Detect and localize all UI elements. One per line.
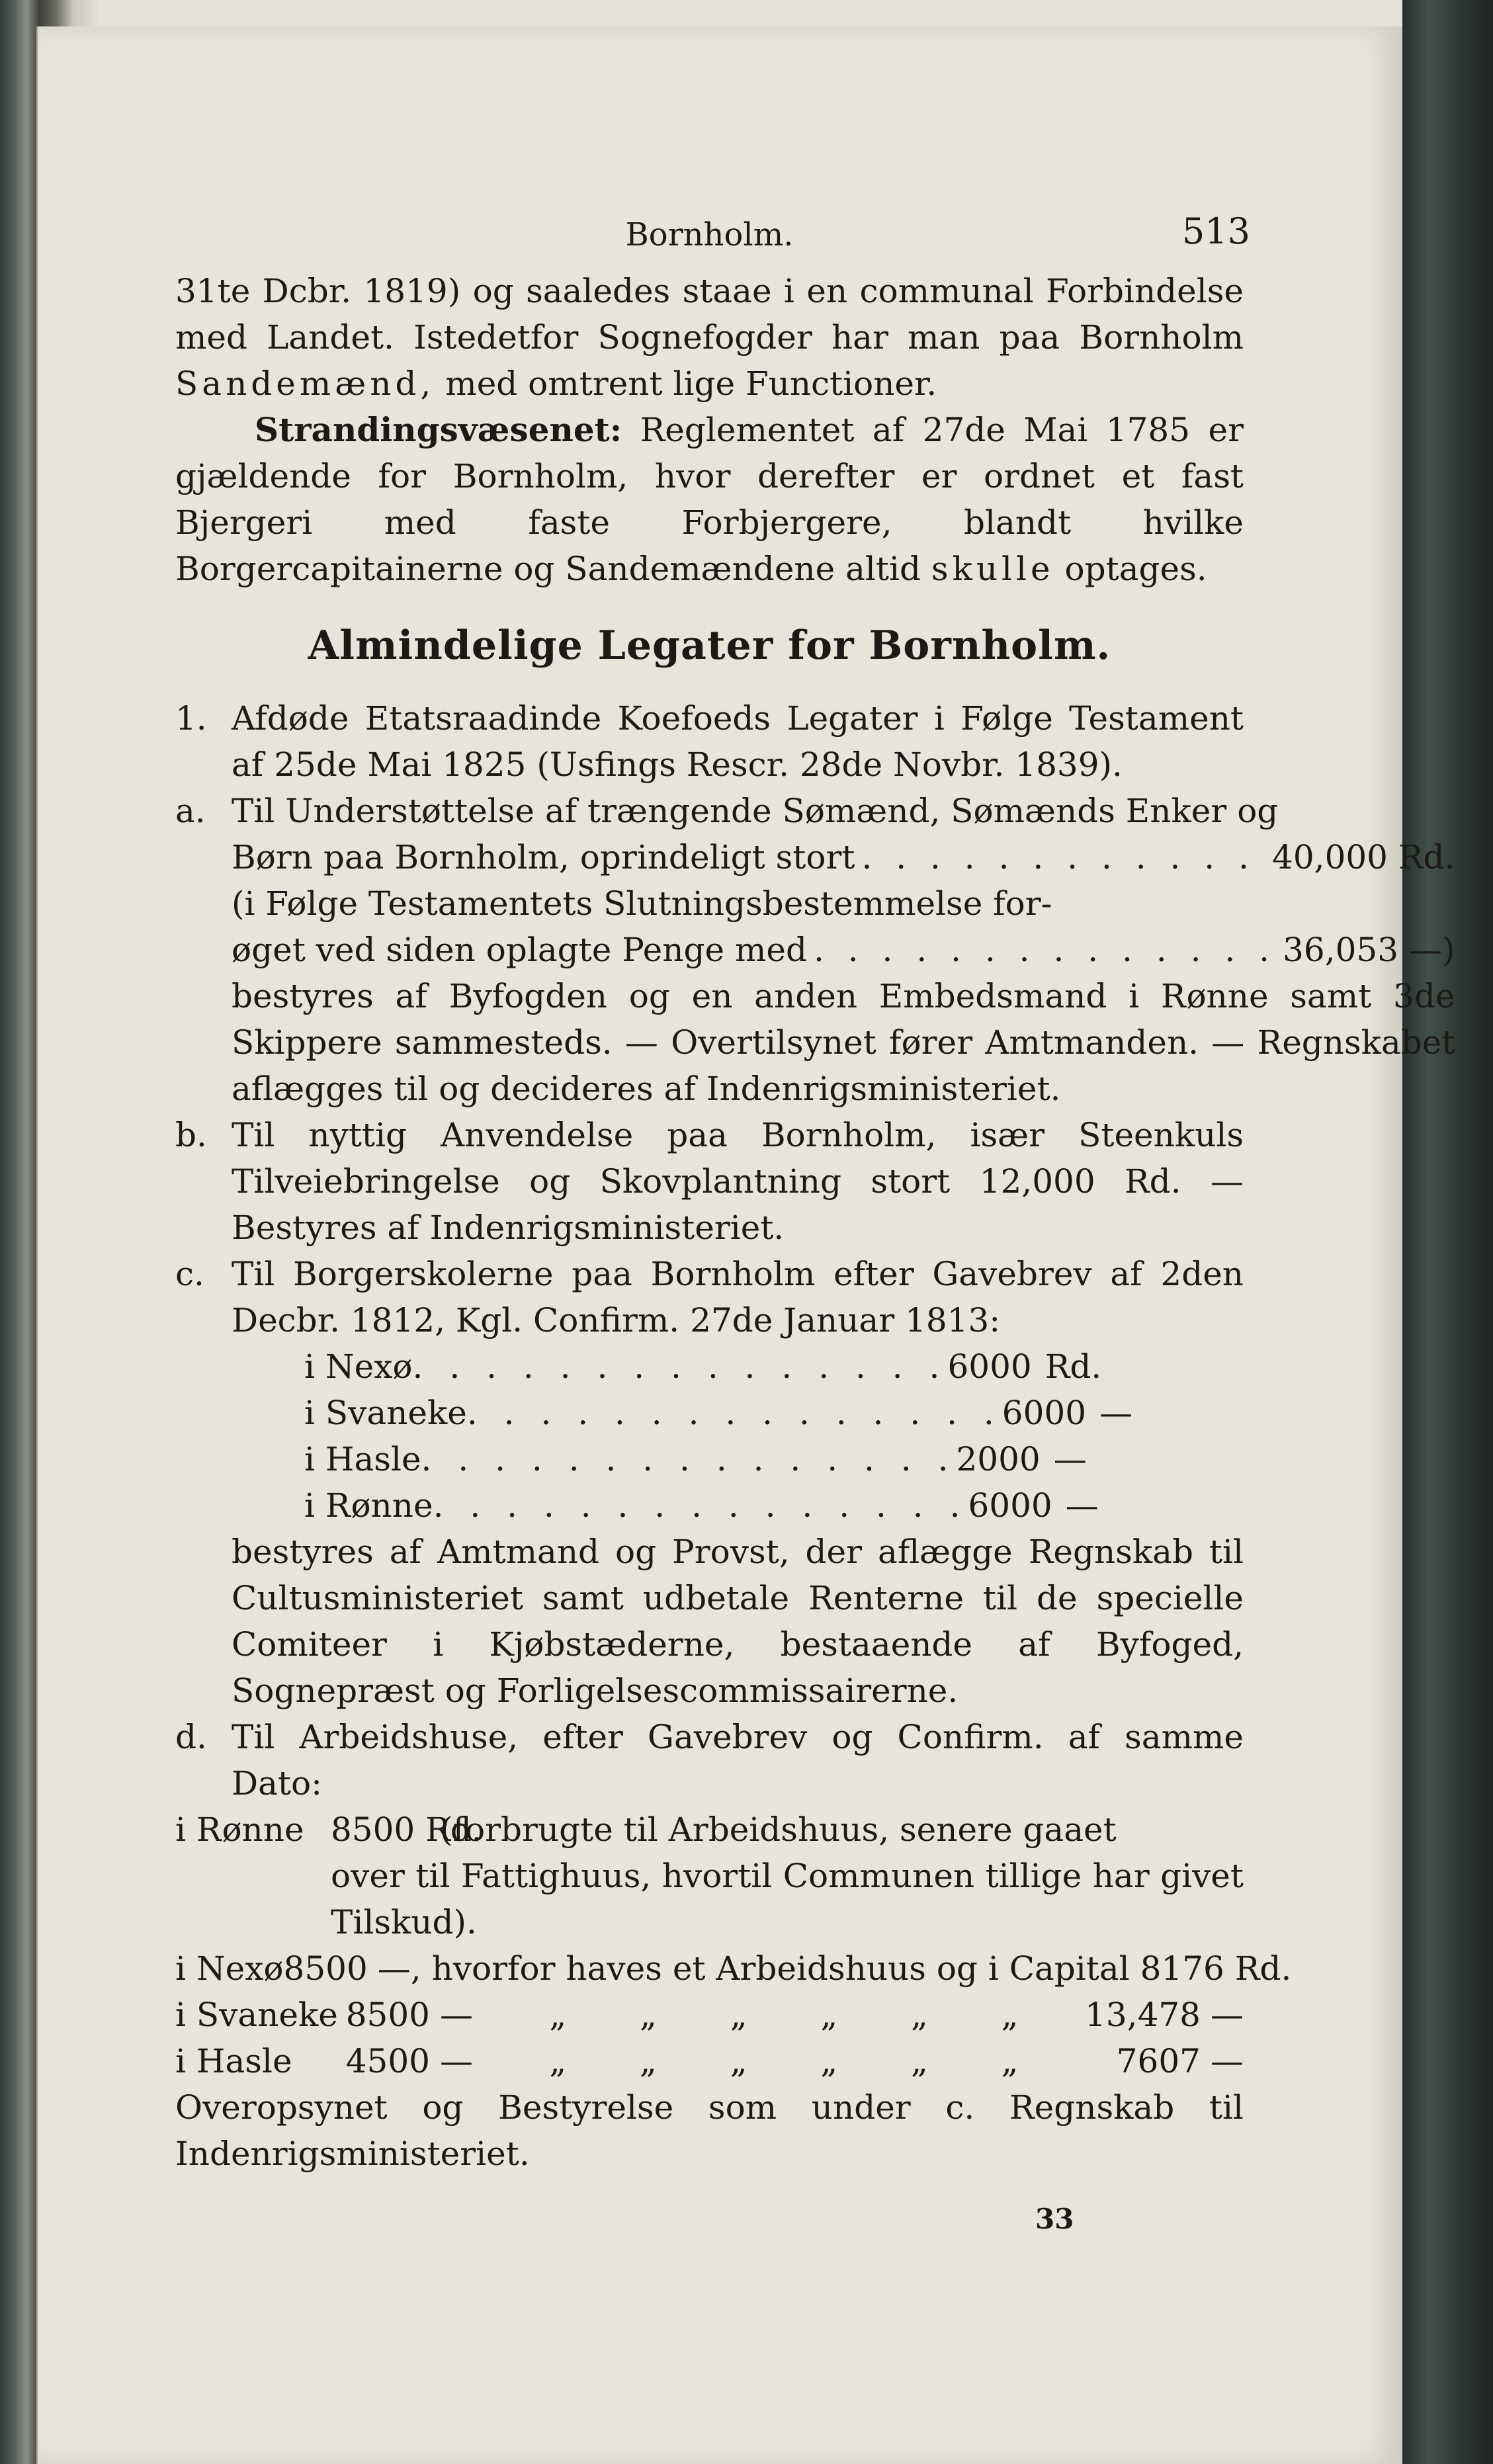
intro-paragraph [175, 268, 1244, 407]
running-head: Bornholm. [625, 216, 794, 253]
legacy-item-1 [175, 695, 1244, 788]
subitem-a [175, 788, 1455, 1112]
strandings-text: Reglementet af 27de Mai 1785 er gjældende for Bornholm, hvor derefter er ordnet et fast Bjergeri med faste Forbjergere, blandt hvilke Borgercapitainerne og Sandemændene altid [175, 411, 1244, 588]
school-amounts [304, 1343, 1133, 1529]
town-line: i Rønne . . . . . . . . . . . . . . . 6000 — [304, 1486, 1099, 1525]
page-content [175, 195, 1455, 2177]
page-number: 513 [1181, 210, 1250, 252]
ditto-marks: „ „ „ „ „ „ [549, 1996, 1019, 2034]
workhouse-line-ronne: i Rønne 8500 Rd. (forbrugte til Arbeidshuus, senere gaaet [175, 1810, 1117, 1849]
subitem-b-text: Til nyttig Anvendelse paa Bornholm, især Steenkuls Tilveiebringelse og Skovplantning stort 12,000 Rd. — Bestyres af Indenrigsministeriet. [232, 1116, 1244, 1247]
item-marker: 1. [175, 699, 207, 738]
strandings-heading: Strandingsvæsenet: [255, 410, 622, 449]
subitem-a-rest: bestyres af Byfogden og en anden Embedsmand i Rønne samt 3de Skippere sammesteds. — Overtilsynet fører Amtmanden. — Regnskabet aflægges til og decideres af Indenrigsministeriet. [232, 977, 1455, 1108]
subitem-a-amount-line: øget ved siden oplagte Penge med . . . . . . . . . . . . . . 36,053 —) [232, 927, 1455, 973]
intro-text: 31te Dcbr. 1819) og saaledes staae i en communal Forbindelse med Landet. Istedetfor Sognefogder har man paa Bornholm [175, 272, 1244, 357]
subitem-marker: c. [175, 1255, 204, 1293]
strandings-spaced-word: skulle [931, 550, 1054, 588]
leader-dots: . . . . . . . . . . . . [861, 838, 1256, 876]
workhouse-line-hasle: i Hasle 4500 — „ „ „ „ „ „ 7607 — [175, 2038, 1244, 2084]
leader-dots: . . . . . . . . . . . . . . [813, 931, 1277, 969]
subitem-c [175, 1251, 1244, 1343]
subitem-a-line: (i Følge Testamentets Slutningsbestemmelse for- [232, 884, 1052, 923]
workhouse-line-nexo: i Nexø 8500 —, hvorfor haves et Arbeidshuus og i Capital 8176 Rd. [175, 1949, 1292, 1988]
subitem-marker: d. [175, 1718, 207, 1756]
workhouse-line-svaneke: i Svaneke 8500 — „ „ „ „ „ „ 13,478 — [175, 1992, 1244, 2038]
subitem-d-text: Til Arbeidshuse, efter Gavebrev og Confirm. af samme Dato: [232, 1718, 1244, 1803]
subitem-marker: b. [175, 1116, 207, 1154]
town-line: i Hasle . . . . . . . . . . . . . . . 2000 — [304, 1440, 1087, 1478]
amount-value: 36,053 —) [1283, 931, 1455, 969]
subitem-b [175, 1112, 1244, 1251]
section-heading: Almindelige Legater for Bornholm. [308, 622, 1111, 669]
strandings-paragraph [175, 407, 1244, 592]
closing-paragraph: Overopsynet og Bestyrelse som under c. Regnskab til Indenrigsministeriet. [175, 2088, 1244, 2173]
workhouse-ronne-cont: over til Fattighuus, hvortil Communen tillige har givet Tilskud). [331, 1857, 1244, 1941]
subitem-c-text: Til Borgerskolerne paa Bornholm efter Gavebrev af 2den Decbr. 1812, Kgl. Confirm. 27de Januar 1813: [232, 1255, 1244, 1339]
item-text: Afdøde Etatsraadinde Koefoeds Legater i Følge Testament af 25de Mai 1825 (Usfings Rescr. 28de Novbr. 1839). [232, 699, 1244, 784]
subitem-a-amount-line: Børn paa Bornholm, oprindeligt stort . . . . . . . . . . . . 40,000 Rd. [232, 834, 1455, 880]
book-binding [1402, 0, 1493, 2464]
amount-value: 40,000 Rd. [1272, 838, 1455, 876]
town-line: i Svaneke . . . . . . . . . . . . . . . 6000 — [304, 1394, 1133, 1432]
subitem-a-line: Til Understøttelse af trængende Sømænd, Sømænds Enker og [232, 792, 1279, 830]
subitem-d [175, 1714, 1244, 1806]
strandings-text-end: optages. [1064, 550, 1207, 588]
subitem-c-rest: bestyres af Amtmand og Provst, der aflægge Regnskab til Cultusministeriet samt udbetale Renterne til de specielle Comiteer i Kjøbstæderne, bestaaende af Byfoged, Sognepræst og Forligelsescommissairerne. [232, 1533, 1244, 1710]
page-header [175, 195, 1250, 268]
intro-spaced-word: Sandemænd, [175, 364, 435, 403]
subitem-marker: a. [175, 792, 206, 830]
town-line: i Nexø . . . . . . . . . . . . . . . 6000 Rd. [304, 1347, 1102, 1386]
signature-mark: 33 [1035, 2203, 1074, 2235]
intro-text-end: med omtrent lige Functioner. [445, 364, 937, 403]
ditto-marks: „ „ „ „ „ „ [549, 2042, 1019, 2080]
